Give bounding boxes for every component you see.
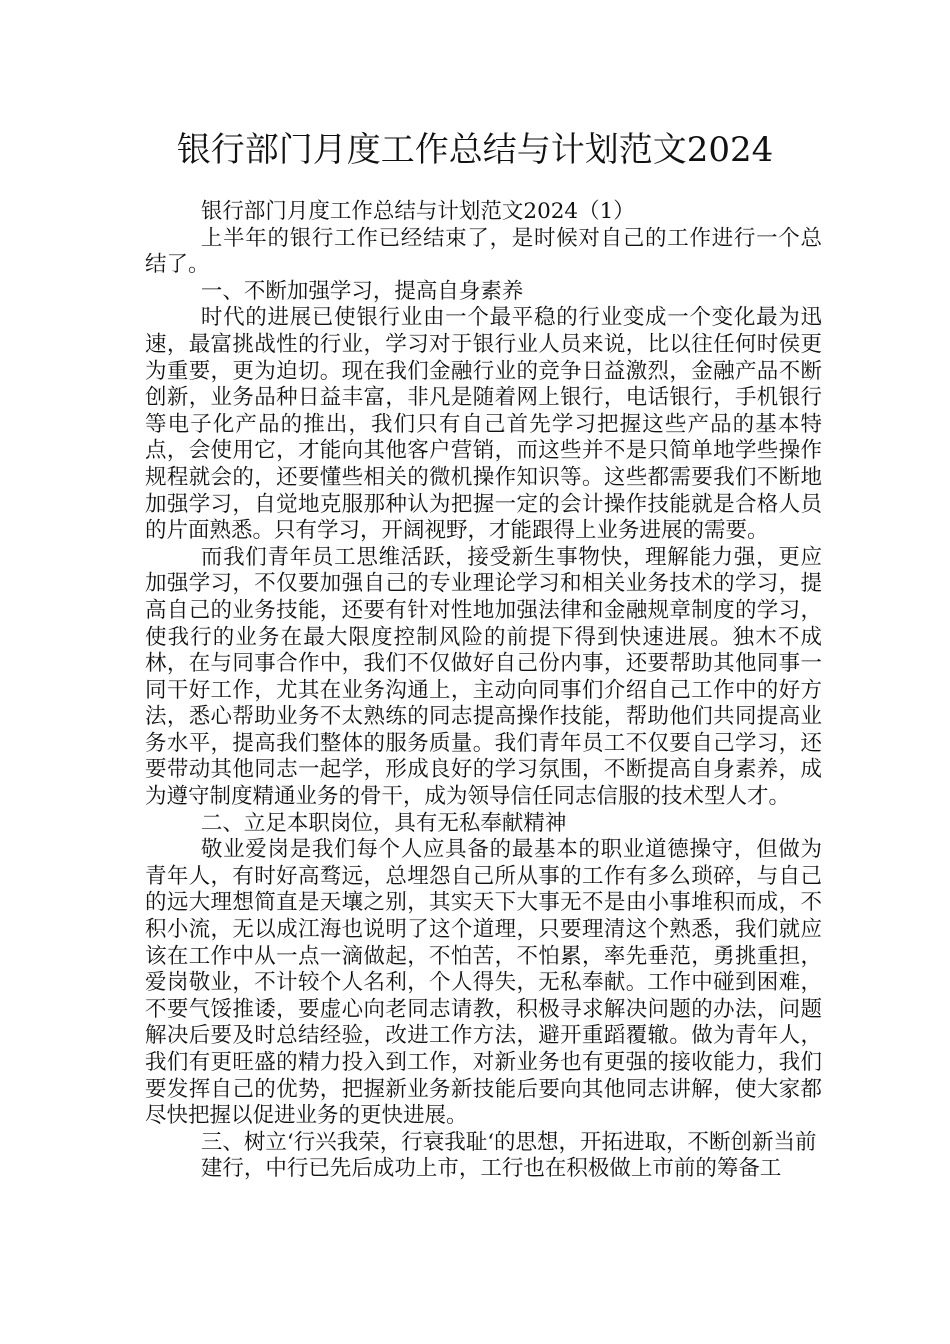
document-body: [145, 199, 822, 1183]
section-heading-2: 二、立足本职岗位，具有无私奉献精神: [200, 810, 567, 836]
body-paragraph: 时代的进展已使银行业由一个最平稳的行业变成一个变化最为迅速，最富挑战性的行业，学习对于银行业人员来说，比以往任何时侯更为重要，更为迫切。现在我们金融行业的竞争日益激烈，金融产品不断创新，业务品种日益丰富，非凡是随着网上银行，电话银行，手机银行等电子化产品的推出，我们只有自己首先学习把握这些产品的基本特点，会使用它，才能向其他客户营销，而这些并不是只简单地学些操作规程就会的，还要懂些相关的微机操作知识等。这些都需要我们不断地加强学习，自觉地克服那种认为把握一定的会计操作技能就是合格人员的片面熟悉。只有学习，开阔视野，才能跟得上业务进展的需要。: [145, 305, 822, 544]
body-paragraph: 建行，中行已先后成功上市，工行也在积极做上市前的筹备工: [200, 1156, 782, 1182]
subtitle-paragraph: 银行部门月度工作总结与计划范文2024（1）: [200, 199, 635, 224]
intro-paragraph: 上半年的银行工作已经结束了，是时候对自己的工作进行一个总结了。: [145, 225, 822, 278]
body-paragraph: 敬业爱岗是我们每个人应具备的最基本的职业道德操守，但做为青年人，有时好高骛远，总埋怨自己所从事的工作有多么琐碎，与自己的远大理想简直是天壤之别，其实天下大事无不是由小事堆积而成，不积小流，无以成江海也说明了这个道理，只要理清这个熟悉，我们就应该在工作中从一点一滴做起，不怕苦，不怕累，率先垂范，勇挑重担，爱岗敬业，不计较个人名利，个人得失，无私奉献。工作中碰到困难，不要气馁推诿，要虚心向老同志请教，积极寻求解决问题的办法，问题解决后要及时总结经验，改进工作方法，避开重蹈覆辙。做为青年人，我们有更旺盛的精力投入到工作，对新业务也有更强的接收能力，我们要发挥自己的优势，把握新业务新技能后要向其他同志讲解，使大家都尽快把握以促进业务的更快进展。: [145, 837, 822, 1129]
section-heading-3: 三、树立‘行兴我荣，行衰我耻‘的思想，开拓进取，不断创新当前: [200, 1129, 817, 1155]
section-heading-1: 一、不断加强学习，提高自身素养: [200, 278, 524, 304]
body-paragraph: 而我们青年员工思维活跃，接受新生事物快，理解能力强，更应加强学习，不仅要加强自己的专业理论学习和相关业务技术的学习，提高自己的业务技能，还要有针对性地加强法律和金融规章制度的学习，使我行的业务在最大限度控制风险的前提下得到快速进展。独木不成林，在与同事合作中，我们不仅做好自己份内事，还要帮助其他同事一同干好工作，尤其在业务沟通上，主动向同事们介绍自己工作中的好方法，悉心帮助业务不太熟练的同志提高操作技能，帮助他们共同提高业务水平，提高我们整体的服务质量。我们青年员工不仅要自己学习，还要带动其他同志一起学，形成良好的学习氛围，不断提高自身素养，成为遵守制度精通业务的骨干，成为领导信任同志信服的技术型人才。: [145, 544, 822, 810]
document-title: 银行部门月度工作总结与计划范文2024: [176, 130, 774, 170]
